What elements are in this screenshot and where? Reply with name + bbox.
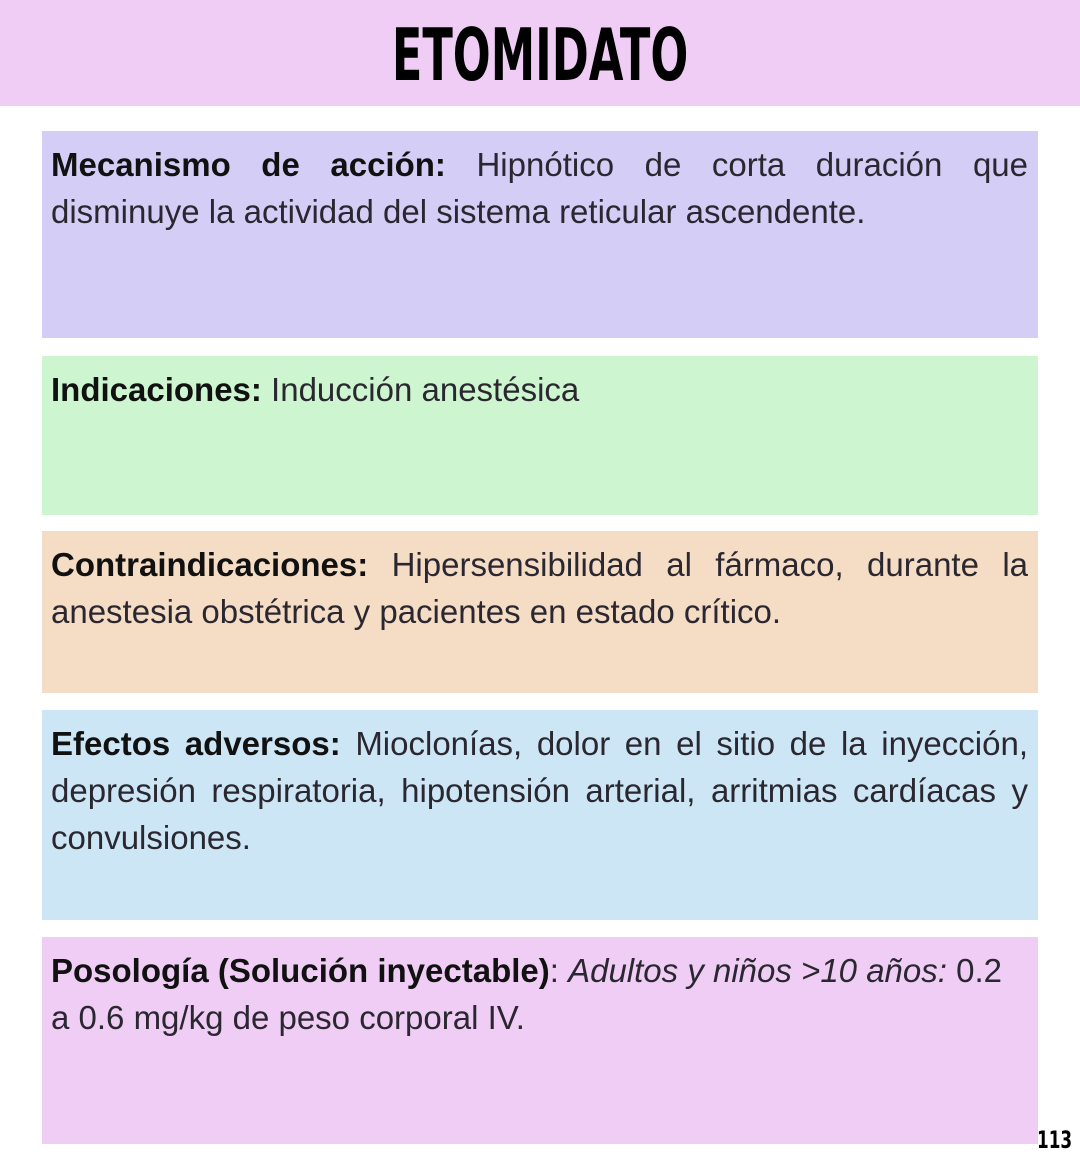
section-label: Contraindicaciones: bbox=[51, 546, 369, 583]
section-body: 0.2 a 0.6 mg/kg de peso corporal IV. bbox=[51, 952, 1002, 1036]
page-title: ETOMIDATO bbox=[391, 13, 689, 97]
section-colon: : bbox=[549, 952, 569, 989]
page-number: 113 bbox=[1036, 1126, 1072, 1154]
section-contraindications bbox=[42, 531, 1038, 693]
section-body: Hipnótico de corta duración que disminuye la actividad del sistema reticular ascendente. bbox=[51, 146, 1029, 230]
section-body: Inducción anestésica bbox=[261, 371, 580, 408]
section-indications bbox=[42, 356, 1038, 515]
section-label: Efectos adversos: bbox=[51, 725, 341, 762]
section-text bbox=[51, 366, 1028, 413]
section-italic: Adultos y niños >10 años: bbox=[568, 952, 947, 989]
section-text bbox=[51, 541, 1028, 635]
section-label: Posología (Solución inyectable) bbox=[51, 952, 550, 989]
section-label: Mecanismo de acción: bbox=[51, 146, 446, 183]
section-mechanism bbox=[42, 131, 1038, 338]
section-body: Mioclonías, dolor en el sitio de la inyección, depresión respiratoria, hipotensión arterial, arritmias cardíacas y convulsiones. bbox=[51, 725, 1028, 856]
section-text bbox=[51, 720, 1028, 861]
section-text bbox=[51, 141, 1028, 235]
section-label: Indicaciones: bbox=[51, 371, 262, 408]
title-banner bbox=[0, 0, 1080, 106]
section-body: Hipersensibilidad al fármaco, durante la anestesia obstétrica y pacientes en estado crítico. bbox=[51, 546, 1028, 630]
section-text bbox=[51, 947, 1028, 1041]
section-dosage bbox=[42, 937, 1038, 1144]
section-adverse-effects bbox=[42, 710, 1038, 920]
